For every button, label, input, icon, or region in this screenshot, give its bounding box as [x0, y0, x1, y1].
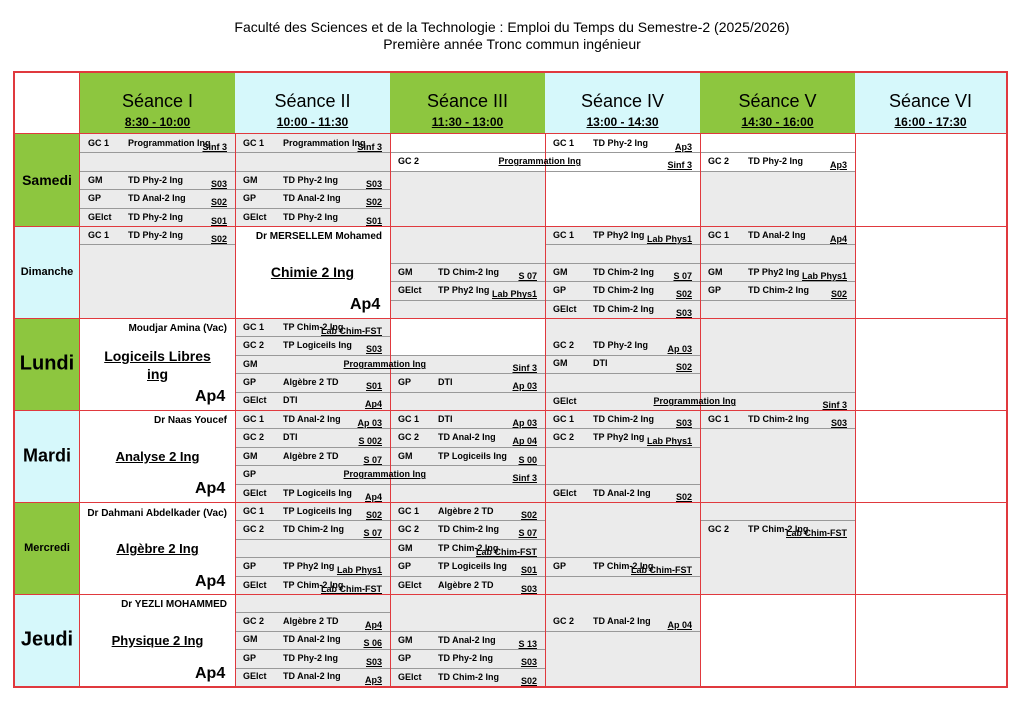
session-entry	[235, 373, 390, 391]
session-time: 8:30 - 10:00	[124, 115, 191, 129]
subject-label: TD Phy-2 Ing	[128, 230, 184, 240]
session-entry	[390, 263, 545, 281]
session-entry	[235, 391, 390, 409]
group-label: GC 2	[398, 432, 420, 443]
group-label: GM	[243, 634, 258, 645]
room-label: S 13	[518, 639, 537, 649]
group-label: GC 1	[243, 322, 265, 332]
group-label: GElct	[398, 671, 422, 682]
session-entry	[390, 152, 700, 170]
session-entry	[235, 576, 390, 594]
group-label: GC 1	[553, 414, 575, 424]
session-entry	[700, 281, 855, 299]
room-label: Ap 04	[667, 620, 692, 630]
session-entry	[390, 281, 545, 299]
group-label: GC 1	[243, 506, 265, 516]
room-label: S02	[520, 675, 537, 686]
group-label: GP	[243, 469, 257, 479]
day-label: Samedi	[22, 172, 72, 188]
session-entry	[390, 410, 545, 428]
course-professor: Moudjar Amina (Vac)	[128, 323, 227, 334]
group-label: GElct	[88, 211, 112, 222]
session-entry	[545, 134, 700, 152]
group-label: GElct	[243, 579, 267, 590]
group-label: GM	[398, 267, 413, 277]
subject-label: TD Anal-2 Ing	[283, 634, 341, 645]
room-label: Lab Chim-FST	[631, 565, 692, 575]
room-label: S01	[365, 381, 382, 391]
group-label: GC 2	[708, 156, 730, 166]
group-label: GC 2	[243, 340, 265, 351]
subject-label: Programmation Ing	[498, 156, 582, 166]
session-entry	[235, 667, 390, 685]
group-label: GElct	[553, 396, 577, 406]
subject-label: TD Chim-2 Ing	[748, 414, 809, 424]
session-entry	[80, 171, 235, 189]
course-room: Ap4	[195, 573, 226, 590]
session-entry	[235, 484, 390, 502]
room-label: Sinf 3	[822, 400, 847, 410]
room-label: S03	[830, 418, 847, 428]
subject-label: TD Chim-2 Ing	[593, 285, 654, 295]
subject-label: TP Logiceils Ing	[438, 561, 507, 572]
subject-label: TD Anal-2 Ing	[748, 230, 806, 240]
session-entry	[545, 354, 700, 372]
subject-label: TD Chim-2 Ing	[593, 304, 654, 314]
session-entry	[545, 263, 700, 281]
room-label: S03	[365, 656, 382, 667]
subject-label: TD Anal-2 Ing	[593, 488, 651, 498]
room-label: S02	[210, 234, 227, 244]
room-label: S03	[675, 308, 692, 318]
session-entry	[545, 392, 855, 410]
room-label: Ap 03	[512, 381, 537, 391]
course-title: Chimie 2 Ing	[270, 264, 355, 280]
room-label: S02	[675, 492, 692, 502]
subject-label: Algèbre 2 TD	[438, 579, 494, 590]
session-entry	[235, 428, 390, 446]
session-entry	[545, 281, 700, 299]
session-entry	[235, 336, 390, 354]
group-label: GP	[88, 193, 102, 204]
group-label: GP	[553, 285, 567, 295]
session-entry	[80, 208, 235, 226]
session-entry	[390, 668, 545, 686]
session-entry	[235, 465, 545, 483]
subject-label: TP Chim-2 Ing	[438, 542, 499, 553]
subject-label: Programmation Ing	[653, 396, 737, 406]
session-entry	[545, 557, 700, 575]
group-label: GP	[243, 561, 257, 572]
subject-label: Programmation Ing	[283, 138, 366, 148]
group-label: GC 2	[553, 616, 575, 626]
subject-label: Programmation Ing	[128, 138, 211, 148]
room-label: Lab Chim-FST	[476, 546, 537, 557]
subject-label: Programmation Ing	[343, 469, 427, 479]
day-label: Mercredi	[24, 542, 70, 554]
group-label: GM	[243, 359, 258, 369]
subject-label: TP Phy2 Ing	[593, 432, 645, 443]
room-label: S02	[675, 362, 692, 373]
group-label: GP	[398, 653, 412, 664]
session-entry	[390, 539, 545, 557]
room-label: Sinf 3	[202, 142, 227, 152]
subject-label: TD Chim-2 Ing	[283, 524, 344, 535]
session-entry	[235, 447, 390, 465]
group-label: GElct	[243, 671, 267, 682]
subject-label: TP Logiceils Ing	[438, 450, 507, 461]
subject-label: TD Phy-2 Ing	[748, 156, 804, 166]
room-label: S03	[520, 583, 537, 594]
room-label: Lab Phys1	[336, 565, 382, 576]
subject-label: Algèbre 2 TD	[438, 506, 494, 516]
group-label: GC 2	[243, 432, 265, 443]
room-label: S 07	[673, 271, 692, 281]
session-entry	[545, 226, 700, 244]
session-name: Séance II	[274, 91, 351, 111]
session-entry	[700, 226, 855, 244]
course-professor: Dr Naas Youcef	[154, 415, 227, 426]
subject-label: TD Phy-2 Ing	[593, 138, 649, 148]
course-room: Ap4	[195, 388, 226, 405]
session-entry	[545, 336, 700, 354]
room-label: S 07	[518, 271, 537, 281]
room-label: S 07	[363, 454, 382, 465]
session-entry	[700, 152, 855, 170]
subject-label: TD Chim-2 Ing	[438, 267, 499, 277]
session-time: 11:30 - 13:00	[431, 115, 504, 129]
group-label: GP	[398, 561, 412, 572]
session-entry	[235, 208, 390, 226]
subject-label: TD Phy-2 Ing	[128, 211, 184, 222]
room-label: Sinf 3	[357, 142, 382, 152]
subject-label: TP Phy2 Ing	[438, 285, 490, 296]
group-label: GM	[708, 267, 723, 277]
session-entry	[390, 649, 545, 667]
group-label: GC 1	[553, 230, 575, 240]
group-label: GC 1	[398, 506, 420, 516]
group-label: GC 1	[708, 230, 730, 240]
room-label: S 07	[518, 528, 537, 539]
room-label: Ap 03	[512, 418, 537, 428]
room-label: S 00	[518, 454, 537, 465]
day-label: Dimanche	[20, 266, 74, 278]
group-label: GM	[398, 542, 413, 553]
subject-label: DTI	[283, 395, 298, 406]
group-label: GP	[243, 652, 257, 663]
subject-label: TD Anal-2 Ing	[438, 635, 496, 645]
room-label: S02	[210, 197, 227, 208]
group-label: GP	[708, 285, 722, 295]
subject-label: TP Phy2 Ing	[593, 230, 645, 240]
subject-label: TP Logiceils Ing	[283, 506, 352, 516]
session-entry	[235, 134, 390, 152]
group-label: GM	[398, 635, 413, 645]
room-label: Sinf 3	[667, 160, 692, 170]
subject-label: TD Anal-2 Ing	[283, 193, 341, 204]
subject-label: TD Phy-2 Ing	[593, 340, 649, 350]
subject-label: TD Anal-2 Ing	[438, 432, 496, 443]
session-entry	[235, 612, 390, 630]
subject-label: Algèbre 2 TD	[283, 377, 339, 387]
session-time: 10:00 - 11:30	[276, 115, 349, 129]
room-label: Ap 03	[357, 418, 382, 428]
subject-label: TP Chim-2 Ing	[593, 561, 654, 571]
session-entry	[235, 557, 390, 575]
session-entry	[80, 189, 235, 207]
group-label: GC 1	[243, 414, 265, 424]
room-label: Ap4	[364, 492, 382, 502]
subject-label: TD Anal-2 Ing	[128, 193, 186, 204]
subject-label: TD Phy-2 Ing	[438, 653, 494, 664]
subject-label: Algèbre 2 TD	[283, 450, 339, 461]
session-entry	[390, 631, 545, 649]
room-label: Lab Chim-FST	[321, 326, 382, 336]
session-entry	[235, 502, 390, 520]
room-label: S03	[365, 178, 382, 189]
session-entry	[235, 410, 390, 428]
room-label: Lab Phys1	[801, 271, 847, 281]
subject-label: Algèbre 2 TD	[283, 616, 339, 626]
group-label: GElct	[243, 211, 267, 222]
group-label: GC 2	[553, 432, 575, 443]
session-entry	[390, 428, 545, 446]
room-label: S 07	[363, 528, 382, 539]
room-label: S02	[520, 510, 537, 520]
session-name: Séance IV	[580, 91, 665, 111]
course-professor: Dr MERSELLEM Mohamed	[255, 231, 382, 242]
day-label: Mardi	[22, 445, 71, 466]
subject-label: DTI	[438, 414, 453, 424]
group-label: GP	[398, 377, 412, 387]
group-label: GM	[553, 358, 568, 369]
session-entry	[390, 576, 545, 594]
room-label: Sinf 3	[512, 363, 537, 373]
room-label: Ap 03	[667, 344, 692, 354]
group-label: GC 2	[708, 524, 730, 534]
room-label: S01	[210, 215, 227, 226]
room-label: S03	[365, 344, 382, 355]
subject-label: TP Phy2 Ing	[748, 267, 800, 277]
subject-label: TD Anal-2 Ing	[283, 671, 341, 682]
group-label: GElct	[398, 579, 422, 590]
group-label: GC 2	[243, 524, 265, 535]
subject-label: TD Anal-2 Ing	[593, 616, 651, 626]
session-entry	[390, 373, 545, 391]
room-label: Ap3	[364, 675, 382, 686]
session-entry	[390, 557, 545, 575]
course-title: Algèbre 2 Ing	[116, 541, 199, 556]
course-title: Analyse 2 Ing	[115, 449, 200, 464]
group-label: GC 1	[553, 138, 575, 148]
subject-label: TD Phy-2 Ing	[283, 652, 339, 663]
page-subtitle: Première année Tronc commun ingénieur	[383, 36, 641, 52]
group-label: GM	[243, 174, 258, 185]
session-entry	[235, 318, 390, 336]
course-room: Ap4	[195, 480, 226, 497]
session-time: 16:00 - 17:30	[894, 115, 967, 129]
subject-label: TD Chim-2 Ing	[438, 671, 499, 682]
course-title: Logiceils Libres ing	[104, 348, 211, 382]
room-label: S03	[520, 657, 537, 668]
session-entry	[545, 612, 700, 630]
session-name: Séance III	[426, 91, 509, 111]
group-label: GC 1	[88, 230, 110, 240]
session-name: Séance VI	[888, 91, 973, 111]
session-name: Séance I	[121, 91, 194, 111]
group-label: GC 1	[398, 414, 420, 424]
group-label: GM	[553, 267, 568, 277]
room-label: Lab Chim-FST	[786, 528, 847, 538]
group-label: GC 1	[88, 138, 110, 148]
room-label: S02	[830, 289, 847, 299]
course-room: Ap4	[195, 665, 226, 682]
session-entry	[235, 189, 390, 207]
session-entry	[545, 428, 700, 446]
subject-label: TD Chim-2 Ing	[438, 524, 499, 535]
group-label: GC 2	[243, 616, 265, 626]
subject-label: TP Phy2 Ing	[283, 561, 335, 572]
room-label: Ap4	[364, 399, 382, 410]
day-label: Jeudi	[20, 628, 74, 651]
group-label: GC 1	[243, 138, 265, 148]
group-label: GM	[398, 450, 413, 461]
room-label: S03	[210, 178, 227, 189]
subject-label: TD Chim-2 Ing	[593, 414, 654, 424]
session-entry	[390, 447, 545, 465]
subject-label: Programmation Ing	[343, 359, 427, 369]
day-label: Lundi	[19, 352, 75, 375]
session-entry	[235, 171, 390, 189]
room-label: S03	[675, 418, 692, 428]
subject-label: TD Phy-2 Ing	[283, 174, 339, 185]
session-name: Séance V	[738, 91, 817, 111]
session-entry	[235, 630, 390, 648]
room-label: S02	[675, 289, 692, 299]
page-title: Faculté des Sciences et de la Technologie : Emploi du Temps du Semestre-2 (2025/2026)	[234, 19, 790, 35]
subject-label: TP Logiceils Ing	[283, 340, 352, 351]
session-time: 14:30 - 16:00	[741, 115, 814, 129]
subject-label: DTI	[283, 432, 298, 443]
room-label: S02	[365, 197, 382, 208]
group-label: GM	[243, 450, 258, 461]
group-label: GP	[553, 561, 567, 571]
group-label: GC 1	[708, 414, 730, 424]
room-label: Ap 04	[512, 436, 537, 447]
session-entry	[700, 520, 855, 538]
course-title: Physique 2 Ing	[111, 633, 204, 648]
session-time: 13:00 - 14:30	[586, 115, 659, 129]
group-label: GP	[243, 193, 257, 204]
group-label: GElct	[398, 285, 422, 296]
group-label: GC 2	[398, 524, 420, 535]
session-entry	[545, 410, 700, 428]
subject-label: TD Phy-2 Ing	[283, 211, 339, 222]
subject-label: TP Chim-2 Ing	[283, 579, 344, 590]
session-entry	[545, 484, 700, 502]
subject-label: TD Phy-2 Ing	[128, 174, 184, 185]
room-label: Ap4	[829, 234, 847, 244]
subject-label: TP Logiceils Ing	[283, 488, 352, 498]
group-label: GC 2	[398, 156, 420, 166]
group-label: GM	[88, 174, 103, 185]
group-label: GElct	[553, 304, 577, 314]
session-entry	[80, 226, 235, 244]
group-label: GElct	[243, 395, 267, 406]
group-label: GP	[243, 377, 257, 387]
subject-label: TP Chim-2 Ing	[748, 524, 809, 534]
session-entry	[235, 520, 390, 538]
subject-label: TD Anal-2 Ing	[283, 414, 341, 424]
room-label: S01	[365, 215, 382, 226]
room-label: S01	[520, 565, 537, 576]
subject-label: DTI	[438, 377, 453, 387]
subject-label: TD Chim-2 Ing	[593, 267, 654, 277]
room-label: S02	[365, 510, 382, 520]
group-label: GElct	[243, 488, 267, 498]
session-entry	[700, 263, 855, 281]
room-label: Lab Phys1	[646, 234, 692, 244]
room-label: Lab Chim-FST	[321, 583, 382, 594]
group-label: GElct	[553, 488, 577, 498]
course-professor: Dr YEZLI MOHAMMED	[121, 599, 227, 610]
room-label: Ap3	[829, 160, 847, 170]
session-entry	[390, 502, 545, 520]
course-professor: Dr Dahmani Abdelkader (Vac)	[87, 508, 227, 519]
session-entry	[235, 355, 545, 373]
room-label: Lab Phys1	[491, 289, 537, 300]
session-entry	[235, 649, 390, 667]
session-entry	[700, 410, 855, 428]
session-entry	[390, 520, 545, 538]
room-label: S 06	[363, 638, 382, 649]
room-label: S 002	[358, 436, 382, 447]
room-label: Lab Phys1	[646, 436, 692, 447]
session-entry	[545, 300, 700, 318]
subject-label: TD Chim-2 Ing	[748, 285, 809, 295]
subject-label: DTI	[593, 358, 608, 369]
room-label: Sinf 3	[512, 473, 537, 483]
course-room: Ap4	[350, 296, 381, 313]
group-label: GC 2	[553, 340, 575, 350]
session-entry	[80, 134, 235, 152]
subject-label: TP Chim-2 Ing	[283, 322, 344, 332]
room-label: Ap4	[364, 620, 382, 630]
room-label: Ap3	[674, 142, 692, 152]
